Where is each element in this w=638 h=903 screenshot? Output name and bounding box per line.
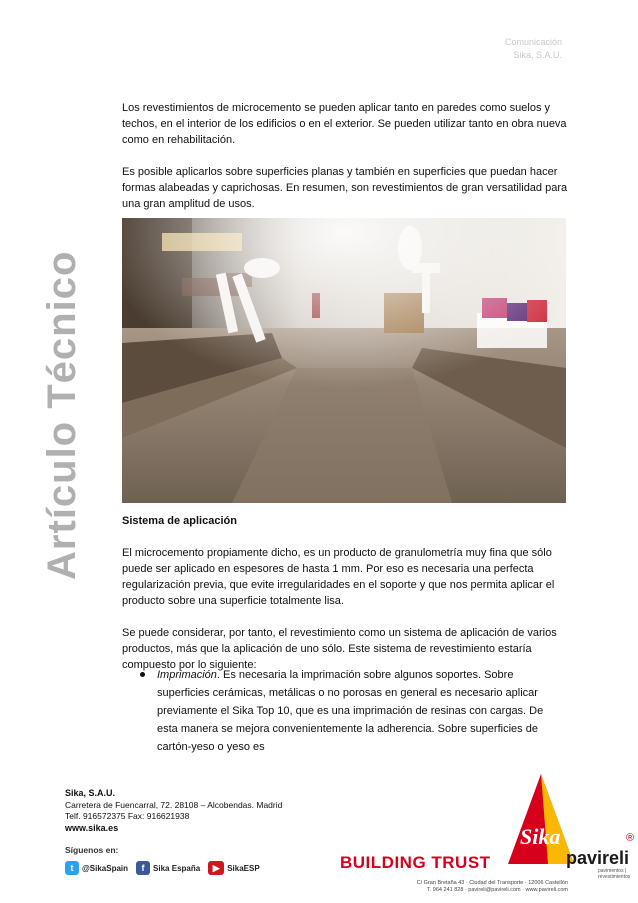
twitter-handle: @SikaSpain — [82, 863, 129, 873]
section-heading: Sistema de aplicación — [122, 515, 237, 527]
intro-paragraph-1: Los revestimientos de microcemento se pueden aplicar tanto en paredes como suelos y techos, en el interior de los edificios o en el exterior. Se pueden utilizar tanto en obra nueva como en rehabilitación. — [122, 102, 567, 146]
footer-website-link[interactable]: www.sika.es — [65, 822, 119, 833]
header-section-label: Comunicación — [504, 37, 562, 47]
distributor-address-line-2: T. 964 241 828 · pavireli@pavireli.com · www.pavireli.com — [427, 887, 568, 893]
facebook-handle: Sika España — [153, 863, 201, 873]
footer-address: Carretera de Fuencarral, 72. 28108 – Alcobendas. Madrid — [65, 799, 283, 810]
section-paragraph-1: El microcemento propiamente dicho, es un producto de granulometría muy fina que sólo puede ser aplicado en espesores de hasta 1 mm. Por eso es necesaria una perfecta regularización previa, que evite irregularidades en el soporte y que nos permita aplicar el producto sobre una superficie totalmente lisa. — [122, 547, 555, 607]
svg-text:Sika: Sika — [520, 824, 561, 849]
facebook-icon: f — [136, 861, 150, 875]
footer-company-name: Sika, S.A.U. — [65, 788, 116, 798]
intro-block — [122, 100, 568, 212]
youtube-handle: SikaESP — [227, 863, 260, 873]
distributor-address — [417, 880, 568, 894]
youtube-icon: ▶ — [208, 861, 224, 875]
header-corner — [505, 36, 562, 62]
twitter-link[interactable] — [65, 861, 128, 875]
footer-phone: Telf. 916572375 Fax: 916621938 — [65, 811, 190, 821]
building-trust-slogan: BUILDING TRUST — [340, 853, 491, 872]
section-paragraph-2: Se puede considerar, por tanto, el revestimiento como un sistema de aplicación de varios productos, más que la aplicación de uno sólo. Este sistema de revestimiento estaría compuesto por lo siguiente: — [122, 627, 557, 671]
footer-company-info — [65, 788, 282, 834]
sika-logo — [508, 774, 574, 864]
store-interior-photo — [122, 218, 566, 503]
distributor-address-line-1: C/ Gran Bretaña 43 · Ciudad del Transporte · 12006 Castellón — [416, 880, 568, 886]
youtube-link[interactable] — [208, 861, 259, 875]
bullet-icon — [140, 672, 145, 677]
header-company-label: Sika, S.A.U. — [513, 50, 562, 60]
section-block — [122, 513, 568, 673]
pavireli-tagline: pavimentos | revestimientos — [598, 868, 631, 880]
pavireli-logo: pavireli — [566, 848, 630, 868]
social-links — [65, 845, 260, 875]
facebook-link[interactable] — [136, 861, 200, 875]
twitter-icon: t — [65, 861, 79, 875]
registered-mark: ® — [626, 832, 635, 844]
side-title: Artículo Técnico — [40, 250, 84, 580]
bullet-item-imprimacion — [140, 666, 566, 756]
intro-paragraph-2: Es posible aplicarlos sobre superficies planas y también en superficies que puedan hacer formas alabeadas y caprichosas. En resumen, son revestimientos de gran versatilidad para una gran amplitud de usos. — [122, 166, 568, 210]
bullet-description: . Es necesaria la imprimación sobre algunos soportes. Sobre superficies cerámicas, metálicas o no porosas en general es necesario aplicar previamente el Sika Top 10, que es una imprimación de resinas con cargas. De esta manera se mejora convenientemente la adherencia. Sobre superficies de cartón-yeso o yeso es — [157, 669, 544, 753]
bullet-term: Imprimación — [157, 669, 217, 681]
social-label: Síguenos en: — [65, 845, 119, 855]
bullet-text — [157, 666, 566, 756]
photo-illustration — [122, 218, 566, 503]
